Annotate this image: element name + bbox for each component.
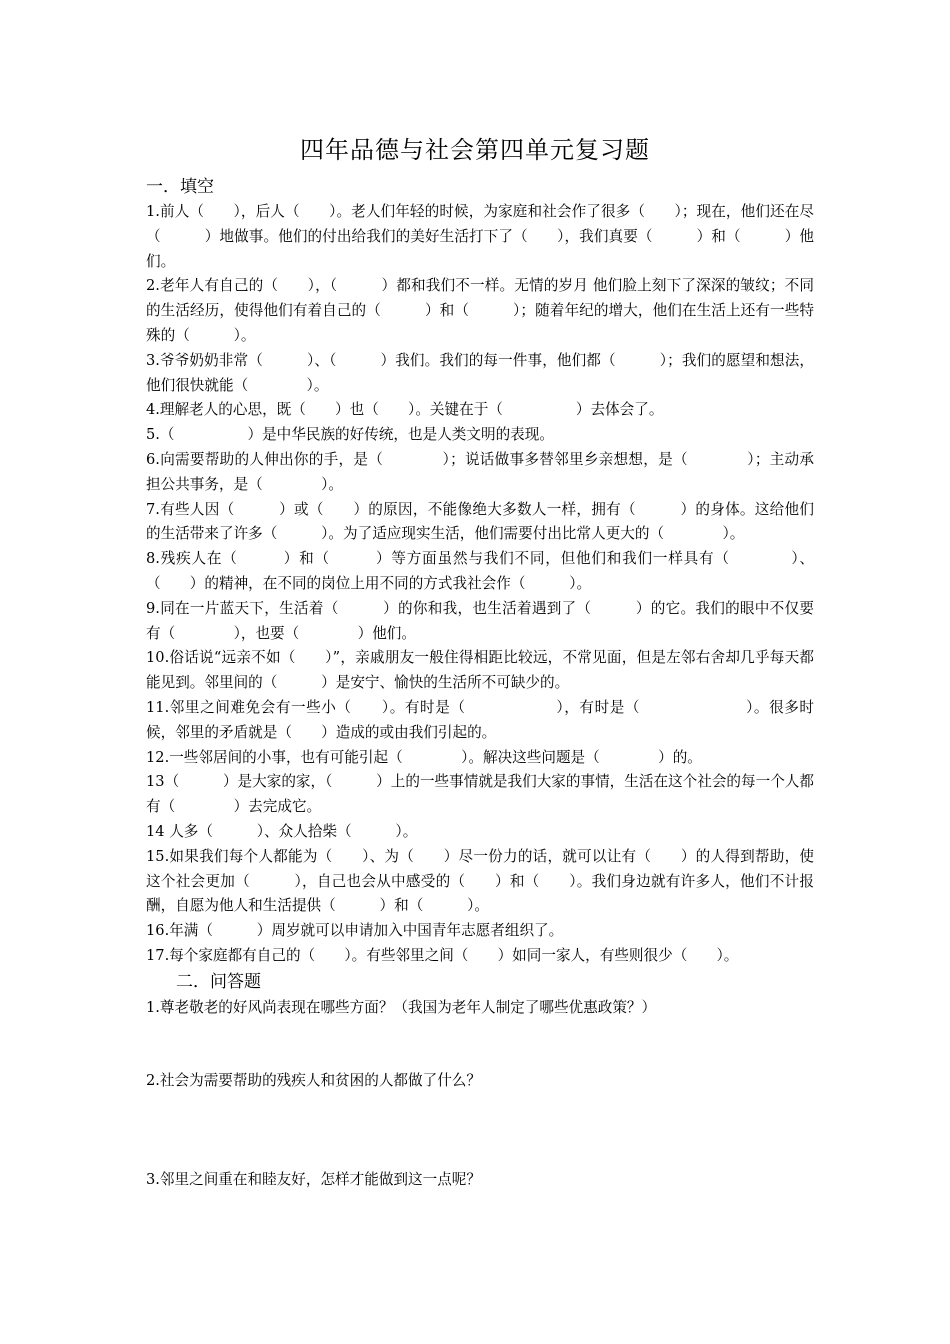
- fill-item-4: 4.理解老人的心思，既（ ）也（ ）。关键在于（ ）去体会了。: [146, 401, 664, 419]
- fill-item-11: 11.邻里之间难免会有一些小（ ）。有时是（ ），有时是（ ）。很多时候，邻里的矛盾就是（ ）造成的或由我们引起的。: [146, 698, 814, 741]
- qa-item-1: 1.尊老敬老的好风尚表现在哪些方面？（我国为老年人制定了哪些优惠政策？）: [146, 999, 657, 1016]
- fill-item-13: 13（ ）是大家的家，（ ）上的一些事情就是我们大家的事情，生活在这个社会的每一个人都有（ ）去完成它。: [146, 773, 814, 816]
- fill-item-15: 15.如果我们每个人都能为（ ）、为（ ）尽一份力的话，就可以让有（ ）的人得到帮助，使这个社会更加（ ），自己也会从中感受的（ ）和（ ）。我们身边就有许多人，他们不计报酬，自愿为他人和生活提供（ ）和（ ）。: [146, 847, 814, 915]
- fill-item-8: 8.残疾人在（ ）和（ ）等方面虽然与我们不同，但他们和我们一样具有（ ）、（ ）的精神，在不同的岗位上用不同的方式我社会作（ ）。: [146, 550, 814, 592]
- fill-in-list: [146, 200, 814, 969]
- fill-item-7: 7.有些人因（ ）或（ ）的原因，不能像绝大多数人一样，拥有（ ）的身体。这给他们的生活带来了许多（ ）。为了适应现实生活，他们需要付出比常人更大的（ ）。: [146, 500, 814, 543]
- fill-item-5: 5.（ ）是中华民族的好传统，也是人类文明的表现。: [146, 426, 554, 444]
- fill-item-2: 2.老年人有自己的（ ），（ ）都和我们不一样。无情的岁月 他们脸上刻下了深深的皱纹；不同的生活经历，使得他们有着自己的（ ）和（ ）；随着年纪的增大，他们在生活上还有一些特殊的（ ）。: [146, 277, 814, 344]
- fill-item-17: 17.每个家庭都有自己的（ ）。有些邻里之间（ ）如同一家人，有些则很少（ ）。: [146, 946, 739, 964]
- fill-item-14: 14 人多（ ）、众人拾柴（ ）。: [146, 822, 418, 840]
- fill-item-10: 10.俗话说“远亲不如（ ）”，亲戚朋友一般住得相距比较远，不常见面，但是左邻右舍却几乎每天都能见到。邻里间的（ ）是安宁、愉快的生活所不可缺少的。: [146, 649, 814, 692]
- page-title: 四年品德与社会第四单元复习题: [300, 136, 650, 164]
- fill-item-1: 1.前人（ ），后人（ ）。老人们年轻的时候，为家庭和社会作了很多（ ）；现在，他们还在尽（ ）地做事。他们的付出给我们的美好生活打下了（ ），我们真要（ ）和（ ）他们。: [146, 203, 814, 270]
- section-heading-fill-in: 一．填空: [146, 177, 214, 197]
- qa-item-2: 2.社会为需要帮助的残疾人和贫困的人都做了什么？: [146, 1072, 481, 1089]
- fill-item-16: 16.年满（ ）周岁就可以申请加入中国青年志愿者组织了。: [146, 922, 564, 940]
- fill-item-6: 6.向需要帮助的人伸出你的手，是（ ）；说话做事多替邻里乡亲想想，是（ ）；主动承担公共事务，是（ ）。: [146, 450, 814, 493]
- qa-item-3: 3.邻里之间重在和睦友好，怎样才能做到这一点呢？: [146, 1171, 481, 1188]
- fill-item-9: 9.同在一片蓝天下，生活着（ ）的你和我，也生活着遇到了（ ）的它。我们的眼中不仅要有（ ），也要（ ）他们。: [146, 599, 814, 642]
- section-heading-qa: 二．问答题: [176, 972, 261, 992]
- fill-item-3: 3.爷爷奶奶非常（ ）、（ ）我们。我们的每一件事，他们都（ ）；我们的愿望和想法，他们很快就能（ ）。: [146, 351, 814, 394]
- fill-item-12: 12.一些邻居间的小事，也有可能引起（ ）。解决这些问题是（ ）的。: [146, 748, 702, 766]
